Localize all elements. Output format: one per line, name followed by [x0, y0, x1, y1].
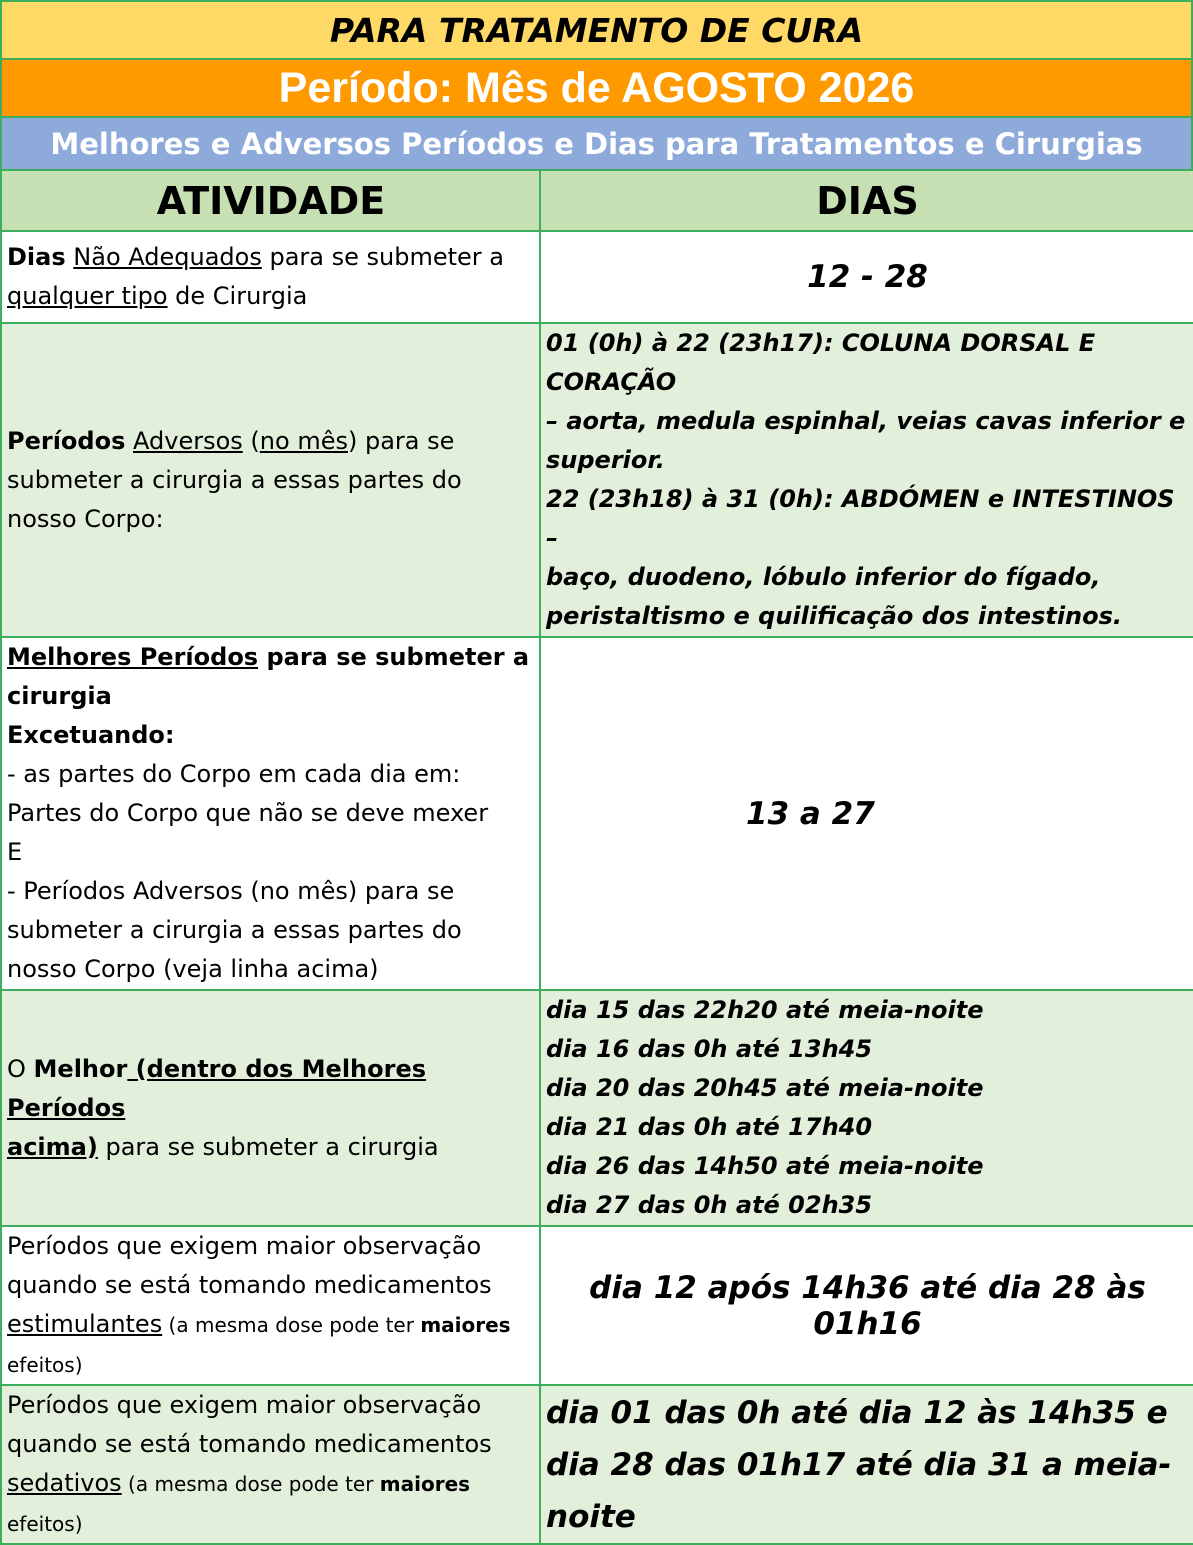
days-line: dia 20 das 20h45 até meia-noite: [546, 1074, 984, 1102]
schedule-table: [0, 169, 1193, 1545]
days-value: 12 - 28: [807, 259, 928, 295]
activity-cell: [1, 231, 540, 323]
days-line: dia 28 das 01h17 até dia 31 a meia-: [546, 1446, 1172, 1483]
activity-cell: [1, 637, 540, 990]
table-row: [1, 323, 1193, 637]
days-line: dia 16 das 0h até 13h45: [546, 1035, 873, 1063]
label-text: Excetuando:: [7, 721, 175, 749]
table-row: [1, 990, 1193, 1226]
activity-cell: [1, 990, 540, 1226]
days-line: – aorta, medula espinhal, veias cavas inferior e: [546, 407, 1186, 435]
label-text: - Períodos Adversos (no mês) para se: [7, 877, 455, 905]
label-text: Não Adequados: [73, 243, 262, 271]
days-line: superior.: [546, 446, 665, 474]
table-row: [1, 1226, 1193, 1385]
days-line: peristaltismo e quilificação dos intestinos.: [546, 602, 1123, 630]
label-text: (a mesma dose pode ter: [121, 1472, 380, 1496]
days-line: noite: [546, 1498, 636, 1535]
label-text: nosso Corpo (veja linha acima): [7, 955, 379, 983]
activity-cell: [1, 323, 540, 637]
days-line: baço, duodeno, lóbulo inferior do fígado,: [546, 563, 1101, 591]
label-text: acima): [7, 1132, 98, 1161]
label-text: maiores: [379, 1472, 471, 1496]
period-banner: Período: Mês de AGOSTO 2026: [0, 58, 1193, 116]
label-text: submeter a cirurgia a essas partes do: [7, 916, 462, 944]
column-header-days: DIAS: [540, 170, 1193, 231]
days-line: dia 15 das 22h20 até meia-noite: [546, 996, 984, 1024]
days-line: dia 26 das 14h50 até meia-noite: [546, 1152, 984, 1180]
label-text: Períodos: [7, 426, 126, 455]
days-line: dia 27 das 0h até 02h35: [546, 1191, 873, 1219]
days-line: dia 21 das 0h até 17h40: [546, 1113, 873, 1141]
sheet-subtitle: Melhores e Adversos Períodos e Dias para Tratamentos e Cirurgias: [0, 116, 1193, 169]
label-text: de Cirurgia: [167, 282, 308, 310]
label-text: Períodos que exigem maior observação: [7, 1232, 482, 1260]
label-text: (a mesma dose pode ter: [162, 1313, 421, 1337]
days-cell: [540, 990, 1193, 1226]
label-text: maiores: [420, 1313, 511, 1337]
label-text: quando se está tomando medicamentos: [7, 1271, 492, 1299]
label-text: (dentro dos Melhores Períodos: [7, 1054, 427, 1122]
days-line: 01 (0h) à 22 (23h17): COLUNA DORSAL E CORAÇÃO: [546, 329, 1096, 396]
label-text: O: [7, 1054, 34, 1083]
label-text: Adversos: [133, 426, 243, 455]
days-cell: [540, 323, 1193, 637]
column-header-activity: ATIVIDADE: [1, 170, 540, 231]
label-text: estimulantes: [7, 1310, 163, 1338]
label-text: ) para se: [347, 426, 455, 455]
label-text: sedativos: [7, 1469, 122, 1497]
label-text: E: [7, 838, 23, 866]
days-cell: [540, 1226, 1193, 1385]
days-line: 22 (23h18) à 31 (0h): ABDÓMEN e INTESTINOS –: [546, 485, 1175, 552]
days-cell: [540, 637, 1193, 990]
label-text: (: [250, 426, 260, 455]
days-cell: [540, 231, 1193, 323]
days-cell: [540, 1385, 1193, 1544]
label-text: Partes do Corpo que não se deve mexer: [7, 799, 489, 827]
label-text: qualquer tipo: [7, 282, 168, 310]
label-text: Melhor: [33, 1054, 128, 1083]
label-text: - as partes do Corpo em cada dia em:: [7, 760, 461, 788]
label-text: Dias: [7, 243, 66, 271]
sheet-title: PARA TRATAMENTO DE CURA: [0, 0, 1193, 58]
days-value: dia 12 após 14h36 até dia 28 às 01h16: [589, 1269, 1146, 1342]
label-text: para se submeter a: [258, 643, 530, 671]
header-row: [1, 170, 1193, 231]
label-text: no mês: [259, 426, 348, 455]
table-row: [1, 231, 1193, 323]
label-text: para se submeter a: [261, 243, 504, 271]
days-line: dia 01 das 0h até dia 12 às 14h35 e: [546, 1394, 1168, 1431]
label-text: submeter a cirurgia a essas partes do: [7, 465, 462, 494]
label-text: efeitos): [7, 1353, 83, 1377]
activity-cell: [1, 1226, 540, 1385]
table-row: [1, 637, 1193, 990]
label-text: Melhores Períodos: [7, 643, 259, 671]
label-text: Períodos que exigem maior observação: [7, 1391, 482, 1419]
label-text: quando se está tomando medicamentos: [7, 1430, 492, 1458]
days-value: 13 a 27: [746, 795, 875, 832]
label-text: nosso Corpo:: [7, 504, 164, 533]
label-text: cirurgia: [7, 682, 112, 710]
label-text: efeitos): [7, 1512, 83, 1536]
activity-cell: [1, 1385, 540, 1544]
table-row: [1, 1385, 1193, 1544]
label-text: para se submeter a cirurgia: [97, 1132, 439, 1161]
